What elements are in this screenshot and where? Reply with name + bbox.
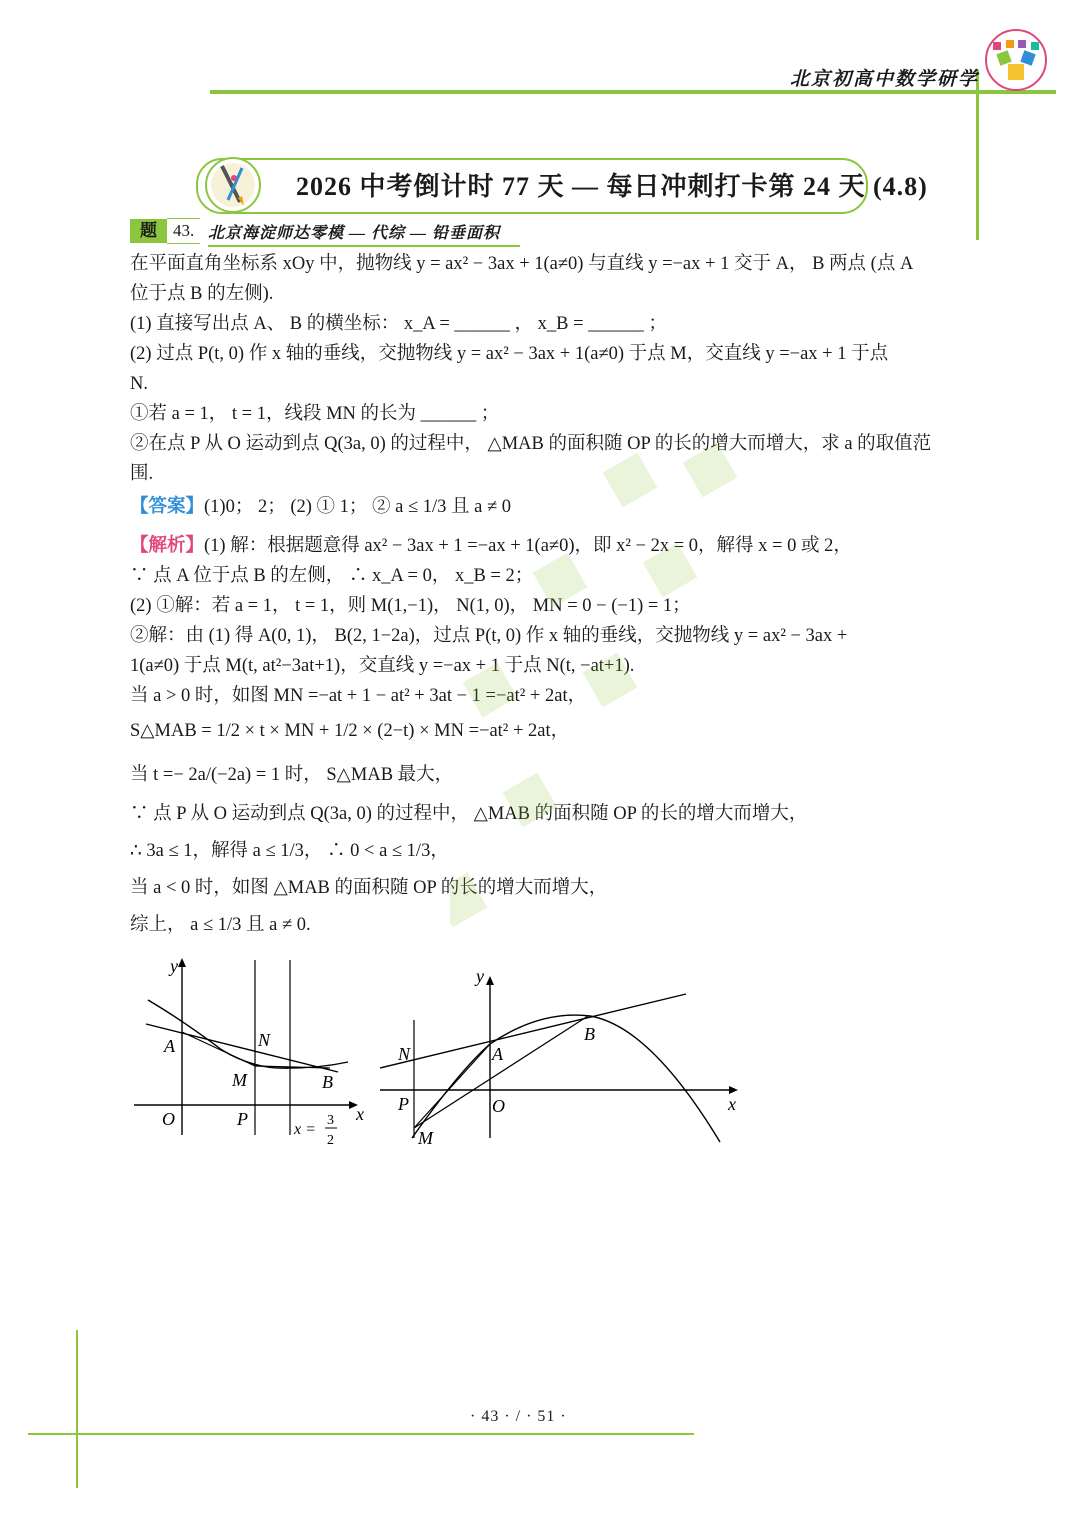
question-line: 在平面直角坐标系 xOy 中，抛物线 y = ax² − 3ax + 1(a≠0) 与直线 y =−ax + 1 交于 A， B 两点 (点 A [130, 254, 914, 274]
fig2-y-arrow [486, 976, 494, 985]
question-line: N. [130, 374, 148, 394]
solution-line: 综上， a ≤ 1/3 且 a ≠ 0. [130, 915, 311, 935]
fig1-label-o: O [162, 1109, 175, 1129]
page-number: · 43 · / · 51 · [470, 1408, 567, 1425]
tree-logo-icon [984, 28, 1048, 92]
fig1-label-n: N [258, 1030, 271, 1050]
fig1-label-den: 2 [327, 1133, 334, 1148]
fig2-label-p: P [398, 1094, 409, 1114]
fig2-line-nb [380, 994, 686, 1068]
fig1-label-b: B [322, 1072, 333, 1092]
solution-line: S△MAB = 1/2 × t × MN + 1/2 × (2−t) × MN =−at² + 2at， [130, 721, 570, 741]
question-line: ①若 a = 1， t = 1，线段 MN 的长为 ______ ； [130, 404, 500, 424]
fig2-label-o: O [492, 1096, 505, 1116]
fig2-label-b: B [584, 1024, 595, 1044]
fig2-label-x: x [728, 1094, 736, 1114]
solution-line: 当 a < 0 时，如图 △MAB 的面积随 OP 的长的增大而增大， [130, 878, 608, 898]
figure-1-graph [130, 950, 370, 1150]
solution-tag: 【解析】 [130, 536, 205, 556]
fig2-label-n: N [398, 1044, 411, 1064]
fig2-x-arrow [729, 1086, 738, 1094]
fig1-label-x: x [356, 1104, 364, 1124]
watermark-pattern [450, 440, 870, 980]
solution-line: ∵ 点 A 位于点 B 的左侧， ∴ x_A = 0， x_B = 2； [130, 566, 534, 586]
question-source: 北京海淀师达零模 — 代综 — 铅垂面积 [208, 220, 520, 247]
fig2-label-m: M [418, 1128, 433, 1148]
solution-line: ∴ 3a ≤ 1，解得 a ≤ 1/3， ∴ 0 < a ≤ 1/3， [130, 841, 449, 861]
solution-text: (1) 解：根据题意得 ax² − 3ax + 1 =−ax + 1(a≠0)，即 x² − 2x = 0，解得 x = 0 或 2， [204, 536, 852, 556]
fig1-label-num: 3 [327, 1113, 334, 1128]
brand-title: 北京初高中数学研学 [790, 68, 980, 90]
solution-line: 1(a≠0) 于点 M(t, at²−3at+1)，交直线 y =−ax + 1 于点 N(t, −at+1). [130, 656, 635, 676]
fig2-label-a: A [492, 1044, 503, 1064]
fig1-parabola [148, 1000, 348, 1068]
footer-vertical-rule [76, 1330, 78, 1488]
question-label: 题 [130, 219, 167, 243]
solution-line: ②解：由 (1) 得 A(0, 1)， B(2, 1−2a)，过点 P(t, 0) 作 x 轴的垂线，交抛物线 y = ax² − 3ax + [130, 626, 848, 646]
footer-rule [28, 1433, 694, 1435]
question-badge [130, 219, 200, 243]
page-title: 2026 中考倒计时 77 天 — 每日冲刺打卡第 24 天 (4.8) [296, 172, 928, 201]
fig1-label-a: A [164, 1036, 175, 1056]
fig2-label-y: y [476, 966, 484, 986]
figure-2-graph [370, 960, 750, 1150]
question-number: 43. [167, 218, 200, 244]
fig1-label-y: y [170, 956, 178, 976]
solution-line: 当 t =− 2a/(−2a) = 1 时， S△MAB 最大， [130, 765, 454, 785]
solution-line: (2) ①解：若 a = 1， t = 1，则 M(1,−1)， N(1, 0)， MN = 0 − (−1) = 1； [130, 596, 691, 616]
question-line: (1) 直接写出点 A、 B 的横坐标： x_A = ______ ， x_B = ______ ； [130, 314, 667, 334]
question-line: 位于点 B 的左侧). [130, 284, 274, 304]
answer-tag: 【答案】 [130, 497, 205, 517]
fig1-label-xeq: x = [294, 1121, 316, 1138]
answer-text: (1)0； 2； (2) ① 1； ② a ≤ 1/3 且 a ≠ 0 [204, 497, 512, 517]
header-vertical-rule [976, 70, 979, 240]
question-line: (2) 过点 P(t, 0) 作 x 轴的垂线，交抛物线 y = ax² − 3ax + 1(a≠0) 于点 M，交直线 y =−ax + 1 于点 [130, 344, 889, 364]
solution-line: 当 a > 0 时，如图 MN =−at + 1 − at² + 3at − 1 =−at² + 2at， [130, 686, 587, 706]
pencil-compass-icon [204, 156, 262, 214]
fig1-y-arrow [178, 958, 186, 967]
solution-line: ∵ 点 P 从 O 运动到点 Q(3a, 0) 的过程中， △MAB 的面积随 OP 的长的增大而增大， [130, 804, 808, 824]
question-line: 围. [130, 464, 154, 484]
fig1-label-p: P [237, 1109, 248, 1129]
fig1-label-m: M [232, 1070, 247, 1090]
question-line: ②在点 P 从 O 运动到点 Q(3a, 0) 的过程中， △MAB 的面积随 OP 的长的增大而增大，求 a 的取值范 [130, 434, 932, 454]
